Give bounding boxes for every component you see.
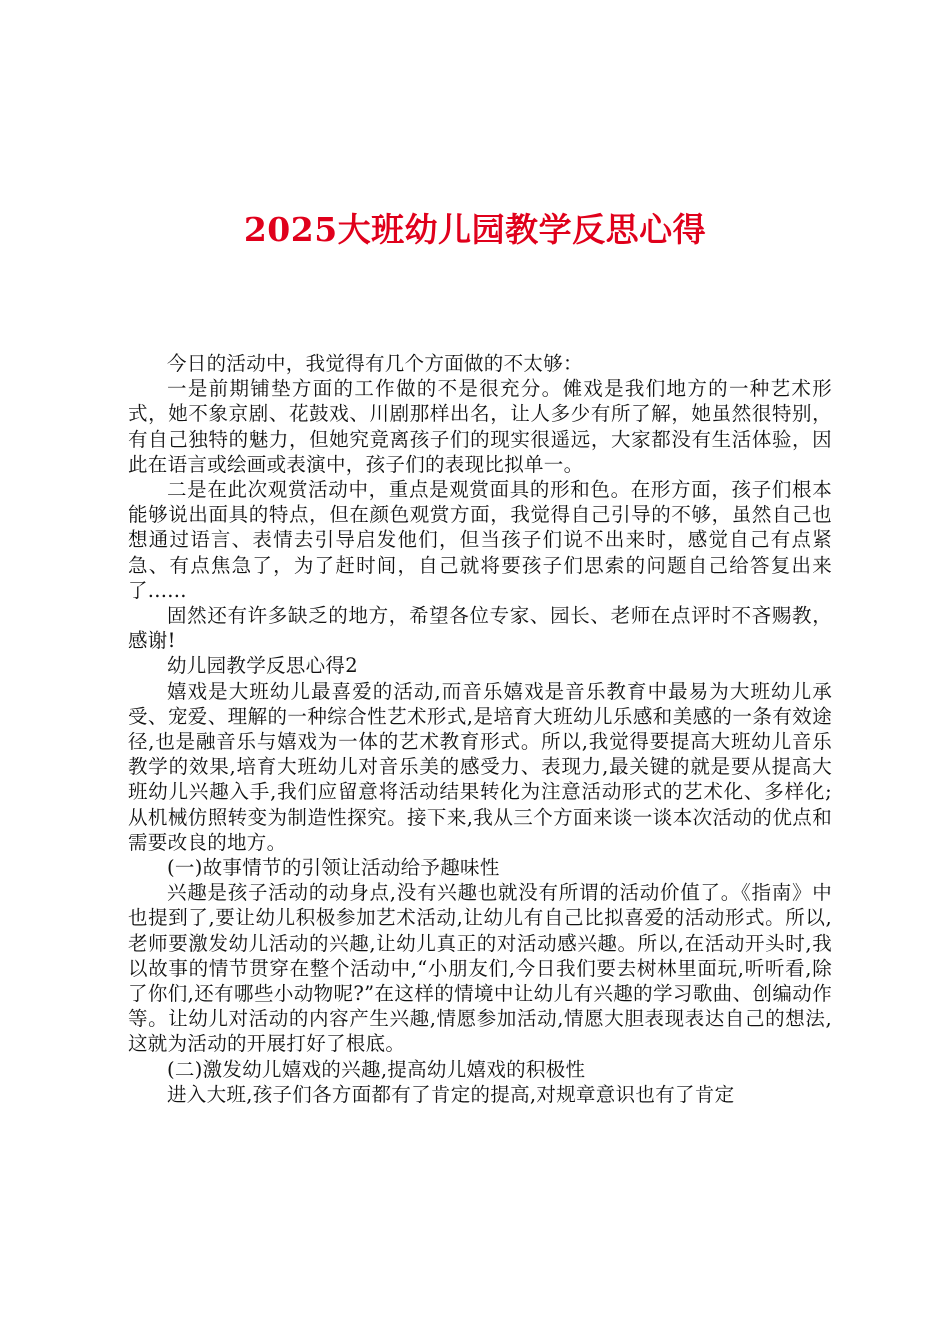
section-heading: (二)激发幼儿嬉戏的兴趣,提高幼儿嬉戏的积极性 <box>167 1057 586 1081</box>
section-heading: (一)故事情节的引领让活动给予趣味性 <box>167 856 500 880</box>
paragraph: 一是前期铺垫方面的工作做的不是很充分。傩戏是我们地方的一种艺术形式，她不象京剧、花鼓戏、川剧那样出名，让人多少有所了解，她虽然很特别，有自己独特的魅力，但她究竟离孩子们的现实很遥远，大家都没有生活体验，因此在语言或绘画或表演中，孩子们的表现比拟单一。 <box>128 377 832 476</box>
document-body <box>128 351 832 1107</box>
paragraph: 今日的活动中，我觉得有几个方面做的不太够： <box>167 352 583 375</box>
paragraph: 兴趣是孩子活动的动身点,没有兴趣也就没有所谓的活动价值了。《指南》中也提到了,要让幼儿积极参加艺术活动,让幼儿有自己比拟喜爱的活动形式。所以,老师要激发幼儿活动的兴趣,让幼儿真正的对活动感兴趣。所以,在活动开头时,我以故事的情节贯穿在整个活动中,“小朋友们,今日我们要去树林里面玩,听听看,除了你们,还有哪些小动物呢?”在这样的情境中让幼儿有兴趣的学习歌曲、创编动作等。让幼儿对活动的内容产生兴趣,情愿参加活动,情愿大胆表现表达自己的想法,这就为活动的开展打好了根底。 <box>128 881 832 1056</box>
paragraph: 二是在此次观赏活动中，重点是观赏面具的形和色。在形方面，孩子们根本能够说出面具的特点，但在颜色观赏方面，我觉得自己引导的不够，虽然自己也想通过语言、表情去引导启发他们，但当孩子们说不出来时，感觉自己有点紧急、有点焦急了，为了赶时间，自己就将要孩子们思索的问题自己给答复出来了...... <box>128 478 832 602</box>
paragraph: 固然还有许多缺乏的地方，希望各位专家、园长、老师在点评时不吝赐教，感谢! <box>128 604 832 653</box>
section-heading: 幼儿园教学反思心得2 <box>167 654 358 678</box>
paragraph: 嬉戏是大班幼儿最喜爱的活动,而音乐嬉戏是音乐教育中最易为大班幼儿承受、宠爱、理解的一种综合性艺术形式,是培育大班幼儿乐感和美感的一条有效途径,也是融音乐与嬉戏为一体的艺术教育形式。所以,我觉得要提高大班幼儿音乐教学的效果,培育大班幼儿对音乐美的感受力、表现力,最关键的就是要从提高大班幼儿兴趣入手,我们应留意将活动结果转化为注意活动形式的艺术化、多样化;从机械仿照转变为制造性探究。接下来,我从三个方面来谈一谈本次活动的优点和需要改良的地方。 <box>128 679 832 854</box>
document-title: 2025大班幼儿园教学反思心得 <box>243 210 707 249</box>
paragraph: 进入大班,孩子们各方面都有了肯定的提高,对规章意识也有了肯定 <box>167 1082 735 1106</box>
